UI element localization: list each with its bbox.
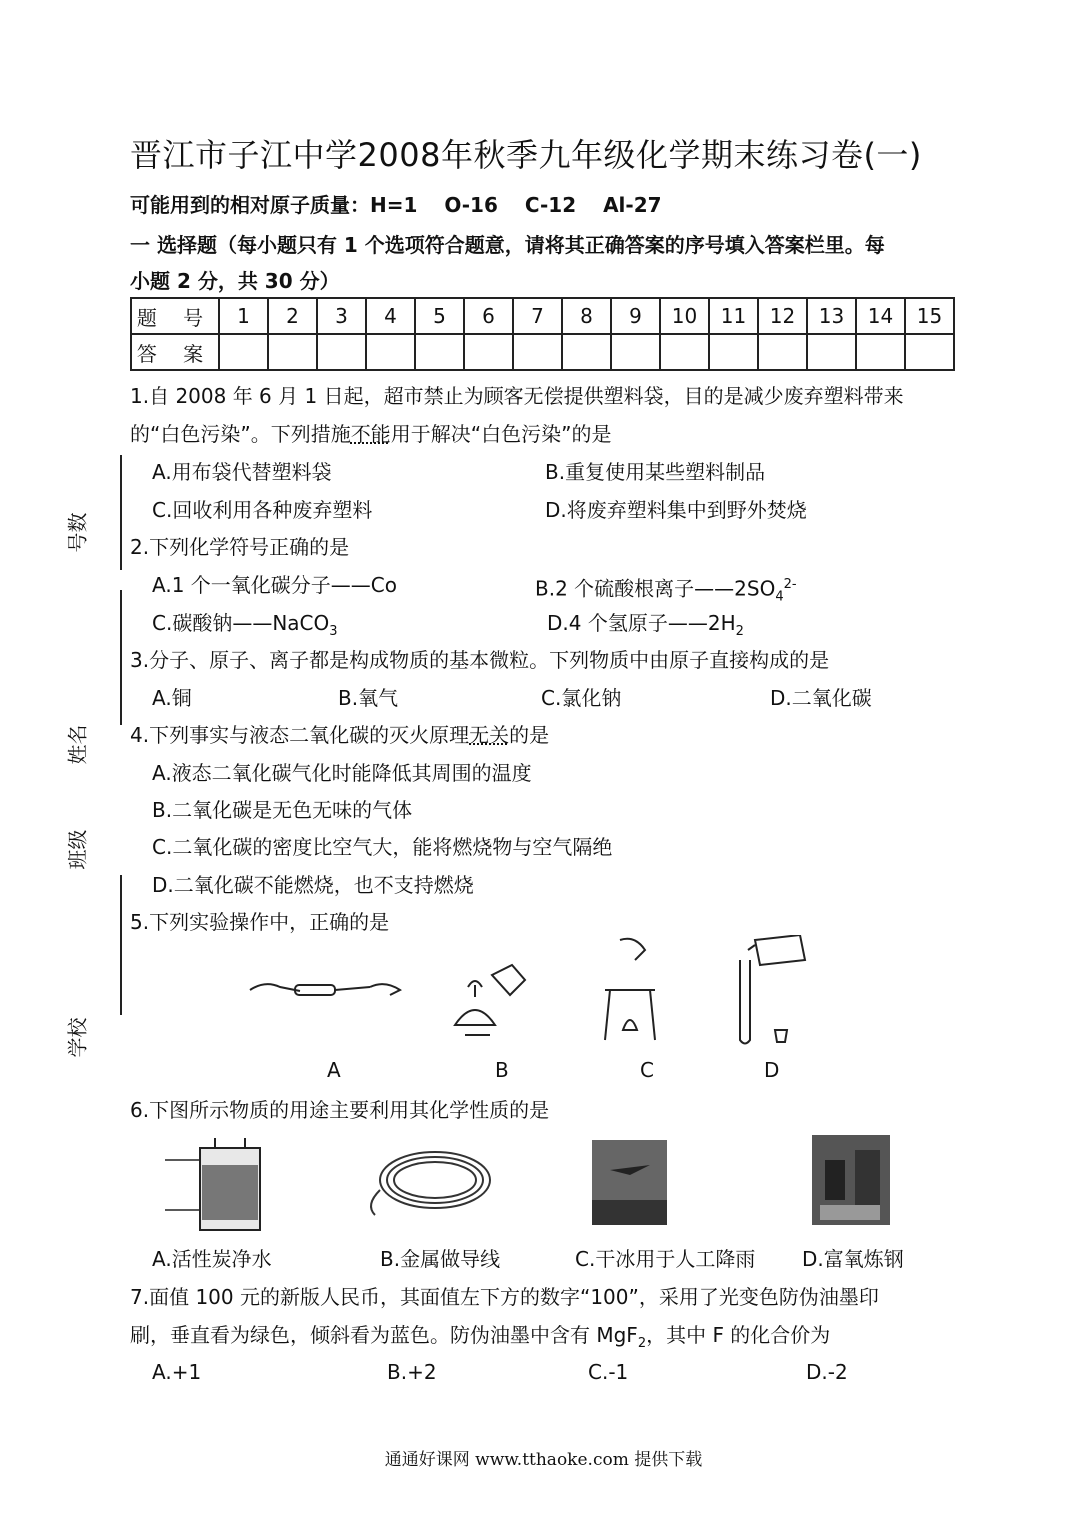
q2-d-text: D.4 个氢原子——2H <box>547 611 736 635</box>
q2-c-subscript: 3 <box>329 624 338 639</box>
table-number-cell: 5 <box>415 298 464 334</box>
atomic-mass-line: 可能用到的相对原子质量：H=1 O-16 C-12 Al-27 <box>130 193 662 217</box>
q3-option-b: B.氧气 <box>338 686 399 710</box>
q7-text: 刷，垂直看为绿色，倾斜看为蓝色。防伪油墨中含有 MgF <box>130 1323 638 1347</box>
pouring-liquid-figure <box>740 935 805 1044</box>
question-1-stem: 1.自 2008 年 6 月 1 日起，超市禁止为顾客无偿提供塑料袋，目的是减少废弃塑料带来 <box>130 384 904 408</box>
answer-cell[interactable] <box>317 334 366 370</box>
answer-cell[interactable] <box>611 334 660 370</box>
q4-option-a: A.液态二氧化碳气化时能降低其周围的温度 <box>152 761 532 785</box>
q2-option-b <box>535 571 797 612</box>
q4-text-b: 的是 <box>509 723 550 747</box>
steelmaking-photo <box>812 1135 890 1225</box>
question-5-stem: 5.下列实验操作中，正确的是 <box>130 910 390 934</box>
q2-c-text: C.碳酸钠——NaCO <box>152 611 330 635</box>
answer-table-answer-row <box>131 334 954 370</box>
question-2-stem: 2.下列化学符号正确的是 <box>130 535 350 559</box>
q2-d-subscript: 2 <box>735 624 744 639</box>
q1-option-d: D.将废弃塑料集中到野外焚烧 <box>545 498 807 522</box>
answer-table <box>130 297 955 371</box>
answer-cell[interactable] <box>562 334 611 370</box>
name-field-line[interactable] <box>120 590 122 725</box>
q3-option-a: A.铜 <box>152 686 192 710</box>
q5-label-a: A <box>327 1058 341 1082</box>
q7-option-d: D.-2 <box>806 1360 848 1384</box>
answer-cell[interactable] <box>268 334 317 370</box>
q4-text-a: 4.下列事实与液态二氧化碳的灭火原理 <box>130 723 470 747</box>
tripod-heating-figure <box>605 939 655 1040</box>
q2-option-d <box>547 609 744 646</box>
q5-label-c: C <box>640 1058 654 1082</box>
table-number-cell: 13 <box>807 298 856 334</box>
section-heading-line1: 一 选择题（每小题只有 1 个选项符合题意，请将其正确答案的序号填入答案栏里。每 <box>130 233 885 257</box>
q1-option-c: C.回收利用各种废弃塑料 <box>152 498 373 522</box>
q6-photos <box>160 1130 910 1235</box>
table-number-cell: 1 <box>219 298 268 334</box>
class-label: 班级 <box>65 829 90 870</box>
q7-option-c: C.-1 <box>588 1360 629 1384</box>
table-header-number: 题 号 <box>131 298 219 334</box>
question-6-stem: 6.下图所示物质的用途主要利用其化学性质的是 <box>130 1098 550 1122</box>
school-label: 学校 <box>65 1017 90 1058</box>
q1-emphasis: 不能 <box>350 422 391 446</box>
answer-cell[interactable] <box>415 334 464 370</box>
q6-option-d: D.富氧炼钢 <box>802 1247 904 1271</box>
number-label: 号数 <box>65 512 90 553</box>
q6-option-b: B.金属做导线 <box>380 1247 501 1271</box>
page-title: 晋江市子江中学2008年秋季九年级化学期末练习卷(一) <box>130 136 922 174</box>
answer-cell[interactable] <box>464 334 513 370</box>
question-4-stem <box>130 721 549 749</box>
answer-table-number-row <box>131 298 954 334</box>
q7-subscript: 2 <box>637 1336 647 1351</box>
q4-option-d: D.二氧化碳不能燃烧，也不支持燃烧 <box>152 873 474 897</box>
table-number-cell: 2 <box>268 298 317 334</box>
q3-option-d: D.二氧化碳 <box>770 686 872 710</box>
q1-option-b: B.重复使用某些塑料制品 <box>545 460 766 484</box>
q3-option-c: C.氯化钠 <box>541 686 622 710</box>
q6-option-a: A.活性炭净水 <box>152 1247 272 1271</box>
test-tube-hands-figure <box>250 984 400 995</box>
carbon-filter-figure <box>165 1138 260 1230</box>
question-7-stem: 7.面值 100 元的新版人民币，其面值左下方的数字“100”，采用了光变色防伪油墨印 <box>130 1285 879 1309</box>
q2-option-c <box>152 609 338 646</box>
q7-text-end: ，其中 F 的化合价为 <box>646 1323 831 1347</box>
q2-b-subscript: 4 <box>775 589 784 605</box>
question-1-stem-cont <box>130 420 611 448</box>
q5-lab-figures <box>240 935 830 1055</box>
q4-emphasis: 无关 <box>469 723 510 747</box>
table-number-cell: 6 <box>464 298 513 334</box>
answer-cell[interactable] <box>905 334 954 370</box>
q6-option-c: C.干冰用于人工降雨 <box>575 1247 756 1271</box>
q4-option-c: C.二氧化碳的密度比空气大，能将燃烧物与空气隔绝 <box>152 835 613 859</box>
answer-cell[interactable] <box>219 334 268 370</box>
q1-text-b: 用于解决“白色污染”的是 <box>390 422 612 446</box>
answer-cell[interactable] <box>513 334 562 370</box>
table-number-cell: 9 <box>611 298 660 334</box>
table-number-cell: 10 <box>660 298 709 334</box>
metal-wire-figure <box>371 1152 490 1215</box>
answer-cell[interactable] <box>366 334 415 370</box>
q4-option-b: B.二氧化碳是无色无味的气体 <box>152 798 413 822</box>
q2-b-superscript: 2- <box>783 577 797 592</box>
q7-option-a: A.+1 <box>152 1360 202 1384</box>
answer-cell[interactable] <box>807 334 856 370</box>
download-footer: 通通好课网 www.tthaoke.com 提供下载 <box>384 1450 703 1470</box>
table-number-cell: 15 <box>905 298 954 334</box>
table-number-cell: 8 <box>562 298 611 334</box>
question-3-stem: 3.分子、原子、离子都是构成物质的基本微粒。下列物质中由原子直接构成的是 <box>130 648 830 672</box>
answer-cell[interactable] <box>856 334 905 370</box>
answer-cell[interactable] <box>660 334 709 370</box>
school-field-line[interactable] <box>120 875 122 1015</box>
table-number-cell: 4 <box>366 298 415 334</box>
table-header-answer: 答 案 <box>131 334 219 370</box>
binding-margin <box>42 450 92 1070</box>
q2-option-a: A.1 个一氧化碳分子——Co <box>152 573 397 597</box>
answer-cell[interactable] <box>758 334 807 370</box>
q7-option-b: B.+2 <box>387 1360 437 1384</box>
q1-option-a: A.用布袋代替塑料袋 <box>152 460 332 484</box>
answer-cell[interactable] <box>709 334 758 370</box>
table-number-cell: 11 <box>709 298 758 334</box>
q5-label-d: D <box>764 1058 780 1082</box>
name-label: 姓名 <box>65 724 90 765</box>
alcohol-burner-figure <box>455 965 525 1035</box>
table-number-cell: 3 <box>317 298 366 334</box>
artificial-rain-photo <box>592 1140 667 1225</box>
number-field-line[interactable] <box>120 455 122 570</box>
table-number-cell: 12 <box>758 298 807 334</box>
table-number-cell: 7 <box>513 298 562 334</box>
table-number-cell: 14 <box>856 298 905 334</box>
q2-b-text: B.2 个硫酸根离子——2SO <box>535 576 776 601</box>
q5-label-b: B <box>495 1058 509 1082</box>
q1-text-a: 的“白色污染”。下列措施 <box>130 422 351 446</box>
question-7-stem-cont <box>130 1321 830 1358</box>
section-heading-line2: 小题 2 分，共 30 分） <box>130 269 340 293</box>
